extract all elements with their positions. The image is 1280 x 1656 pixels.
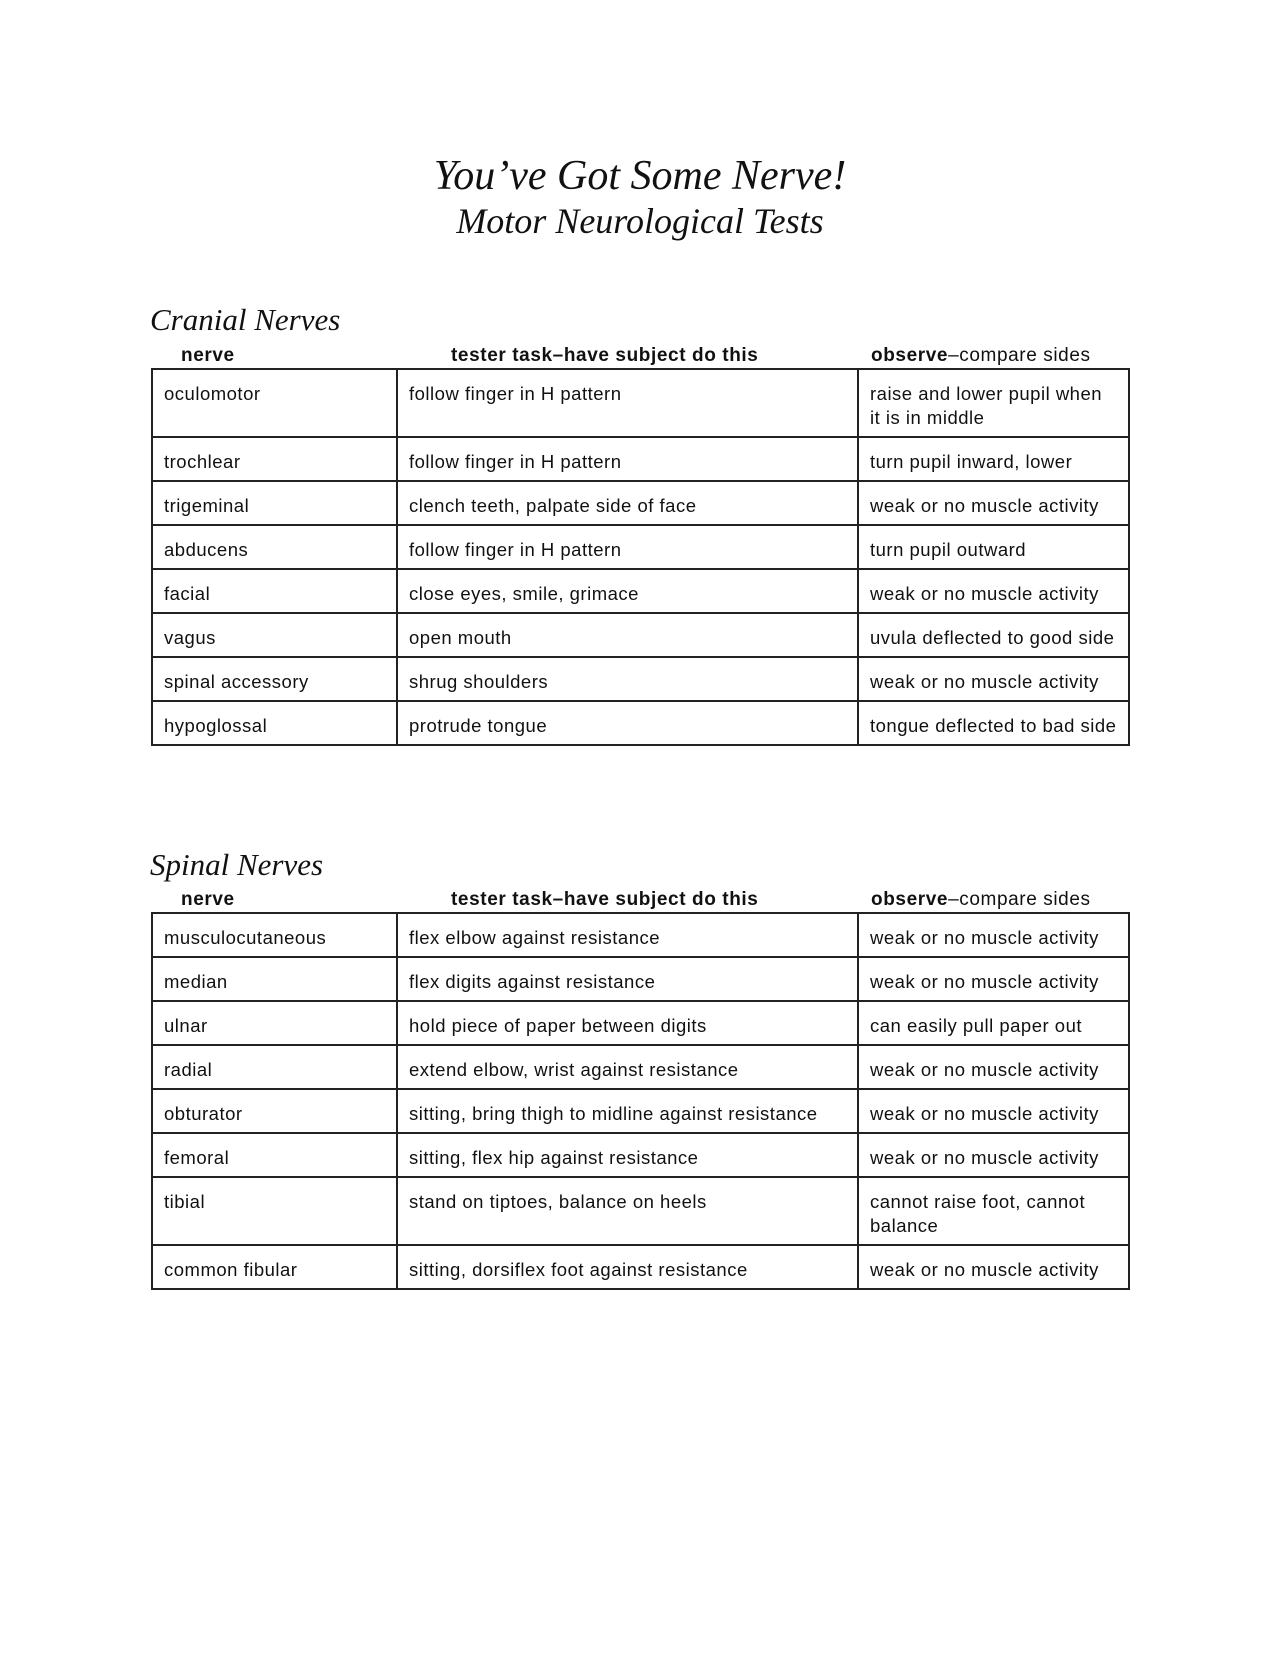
- observe-cell: uvula deflected to good side: [858, 613, 1129, 657]
- nerve-cell: oculomotor: [152, 369, 397, 437]
- task-cell: sitting, flex hip against resistance: [397, 1133, 858, 1177]
- observe-cell: weak or no muscle activity: [858, 913, 1129, 957]
- nerve-cell: median: [152, 957, 397, 1001]
- table-row: [152, 1001, 1129, 1045]
- nerve-cell: hypoglossal: [152, 701, 397, 745]
- nerve-cell: trigeminal: [152, 481, 397, 525]
- table-row: [152, 1089, 1129, 1133]
- task-cell: flex elbow against resistance: [397, 913, 858, 957]
- task-cell: sitting, bring thigh to midline against resistance: [397, 1089, 858, 1133]
- cranial-nerves-table: [151, 368, 1130, 746]
- cranial-column-headers: [151, 345, 1127, 369]
- column-header-task: tester task–have subject do this: [451, 345, 759, 366]
- column-header-observe-rest: –compare sides: [948, 345, 1091, 366]
- task-cell: close eyes, smile, grimace: [397, 569, 858, 613]
- table-row: [152, 657, 1129, 701]
- nerve-cell: femoral: [152, 1133, 397, 1177]
- table-row: [152, 1177, 1129, 1245]
- column-header-nerve: nerve: [181, 889, 235, 910]
- table-row: [152, 701, 1129, 745]
- task-cell: open mouth: [397, 613, 858, 657]
- task-cell: hold piece of paper between digits: [397, 1001, 858, 1045]
- task-cell: extend elbow, wrist against resistance: [397, 1045, 858, 1089]
- table-row: [152, 525, 1129, 569]
- table-row: [152, 1133, 1129, 1177]
- column-header-observe: [871, 345, 1091, 367]
- table-row: [152, 913, 1129, 957]
- task-cell: clench teeth, palpate side of face: [397, 481, 858, 525]
- nerve-cell: spinal accessory: [152, 657, 397, 701]
- task-cell: follow finger in H pattern: [397, 525, 858, 569]
- nerve-cell: obturator: [152, 1089, 397, 1133]
- table-row: [152, 369, 1129, 437]
- task-cell: flex digits against resistance: [397, 957, 858, 1001]
- task-cell: shrug shoulders: [397, 657, 858, 701]
- observe-cell: raise and lower pupil when it is in middle: [858, 369, 1129, 437]
- nerve-cell: facial: [152, 569, 397, 613]
- table-row: [152, 957, 1129, 1001]
- observe-cell: tongue deflected to bad side: [858, 701, 1129, 745]
- spinal-nerves-table-body: [152, 913, 1129, 1289]
- observe-cell: weak or no muscle activity: [858, 957, 1129, 1001]
- observe-cell: weak or no muscle activity: [858, 1089, 1129, 1133]
- cranial-nerves-table-body: [152, 369, 1129, 745]
- column-header-observe: [871, 889, 1091, 911]
- nerve-cell: vagus: [152, 613, 397, 657]
- observe-cell: weak or no muscle activity: [858, 1045, 1129, 1089]
- nerve-cell: abducens: [152, 525, 397, 569]
- page-subtitle: Motor Neurological Tests: [456, 201, 824, 241]
- table-row: [152, 1245, 1129, 1289]
- observe-cell: turn pupil outward: [858, 525, 1129, 569]
- nerve-cell: radial: [152, 1045, 397, 1089]
- cranial-nerves-heading: Cranial Nerves: [150, 302, 341, 337]
- page-title: You’ve Got Some Nerve!: [433, 153, 847, 199]
- spinal-nerves-table: [151, 912, 1130, 1290]
- nerve-cell: common fibular: [152, 1245, 397, 1289]
- observe-cell: weak or no muscle activity: [858, 481, 1129, 525]
- nerve-cell: musculocutaneous: [152, 913, 397, 957]
- column-header-observe-bold: observe: [871, 345, 949, 366]
- column-header-task: tester task–have subject do this: [451, 889, 759, 910]
- nerve-cell: tibial: [152, 1177, 397, 1245]
- task-cell: follow finger in H pattern: [397, 437, 858, 481]
- table-row: [152, 569, 1129, 613]
- table-row: [152, 613, 1129, 657]
- task-cell: sitting, dorsiflex foot against resistance: [397, 1245, 858, 1289]
- column-header-observe-rest: –compare sides: [948, 889, 1091, 910]
- observe-cell: weak or no muscle activity: [858, 1245, 1129, 1289]
- task-cell: stand on tiptoes, balance on heels: [397, 1177, 858, 1245]
- nerve-cell: ulnar: [152, 1001, 397, 1045]
- nerve-cell: trochlear: [152, 437, 397, 481]
- observe-cell: weak or no muscle activity: [858, 1133, 1129, 1177]
- column-header-nerve: nerve: [181, 345, 235, 366]
- table-row: [152, 437, 1129, 481]
- table-row: [152, 481, 1129, 525]
- spinal-nerves-heading: Spinal Nerves: [150, 847, 324, 882]
- observe-cell: turn pupil inward, lower: [858, 437, 1129, 481]
- observe-cell: weak or no muscle activity: [858, 657, 1129, 701]
- observe-cell: weak or no muscle activity: [858, 569, 1129, 613]
- task-cell: follow finger in H pattern: [397, 369, 858, 437]
- task-cell: protrude tongue: [397, 701, 858, 745]
- observe-cell: cannot raise foot, cannot balance: [858, 1177, 1129, 1245]
- column-header-observe-bold: observe: [871, 889, 949, 910]
- spinal-column-headers: [151, 889, 1127, 913]
- observe-cell: can easily pull paper out: [858, 1001, 1129, 1045]
- table-row: [152, 1045, 1129, 1089]
